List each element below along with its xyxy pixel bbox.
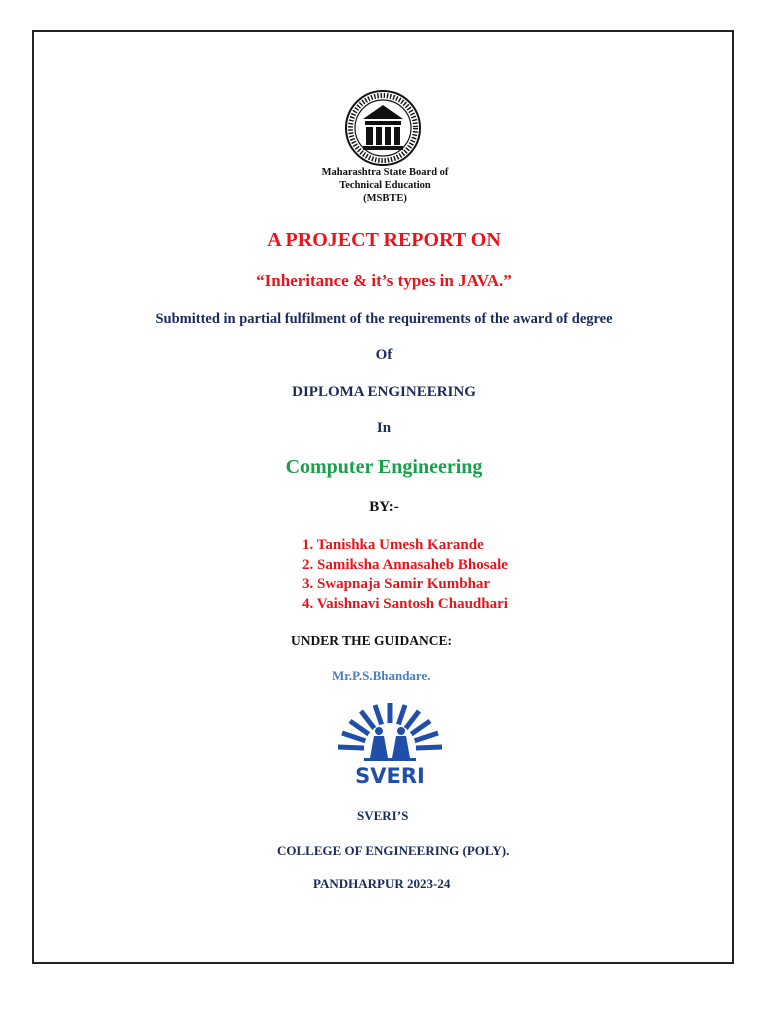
- guidance-label: UNDER THE GUIDANCE:: [291, 633, 453, 648]
- institute-name: SVERI’S: [357, 808, 409, 823]
- department-name: Computer Engineering: [285, 456, 483, 478]
- student-name: 4. Vaishnavi Santosh Chaudhari: [302, 595, 508, 612]
- student-name: 3. Swapnaja Samir Kumbhar: [302, 576, 491, 592]
- student-name: 1. Tanishka Umesh Karande: [302, 537, 484, 553]
- college-name: COLLEGE OF ENGINEERING (POLY).: [277, 843, 510, 858]
- submitted-statement: Submitted in partial fulfilment of the requirements of the award of degree: [155, 311, 613, 327]
- msbte-line-3: (MSBTE): [363, 193, 407, 204]
- by-label: BY:-: [369, 499, 399, 515]
- of-label: Of: [375, 347, 393, 363]
- student-list: [302, 536, 508, 614]
- msbte-name: [300, 166, 470, 205]
- msbte-logo: [335, 88, 431, 168]
- report-heading: A PROJECT REPORT ON: [267, 229, 501, 251]
- report-topic: “Inheritance & it’s types in JAVA.”: [256, 271, 512, 290]
- sveri-logo-text: SVERI: [355, 764, 425, 788]
- student-name: 2. Samiksha Annasaheb Bhosale: [302, 556, 508, 573]
- sveri-logo: [330, 697, 450, 789]
- msbte-line-2: Technical Education: [339, 180, 431, 191]
- degree-name: DIPLOMA ENGINEERING: [292, 384, 476, 400]
- in-label: In: [376, 420, 392, 436]
- msbte-line-1: Maharashtra State Board of: [321, 167, 449, 178]
- guide-name: Mr.P.S.Bhandare.: [332, 668, 431, 683]
- place-year: PANDHARPUR 2023-24: [313, 876, 451, 891]
